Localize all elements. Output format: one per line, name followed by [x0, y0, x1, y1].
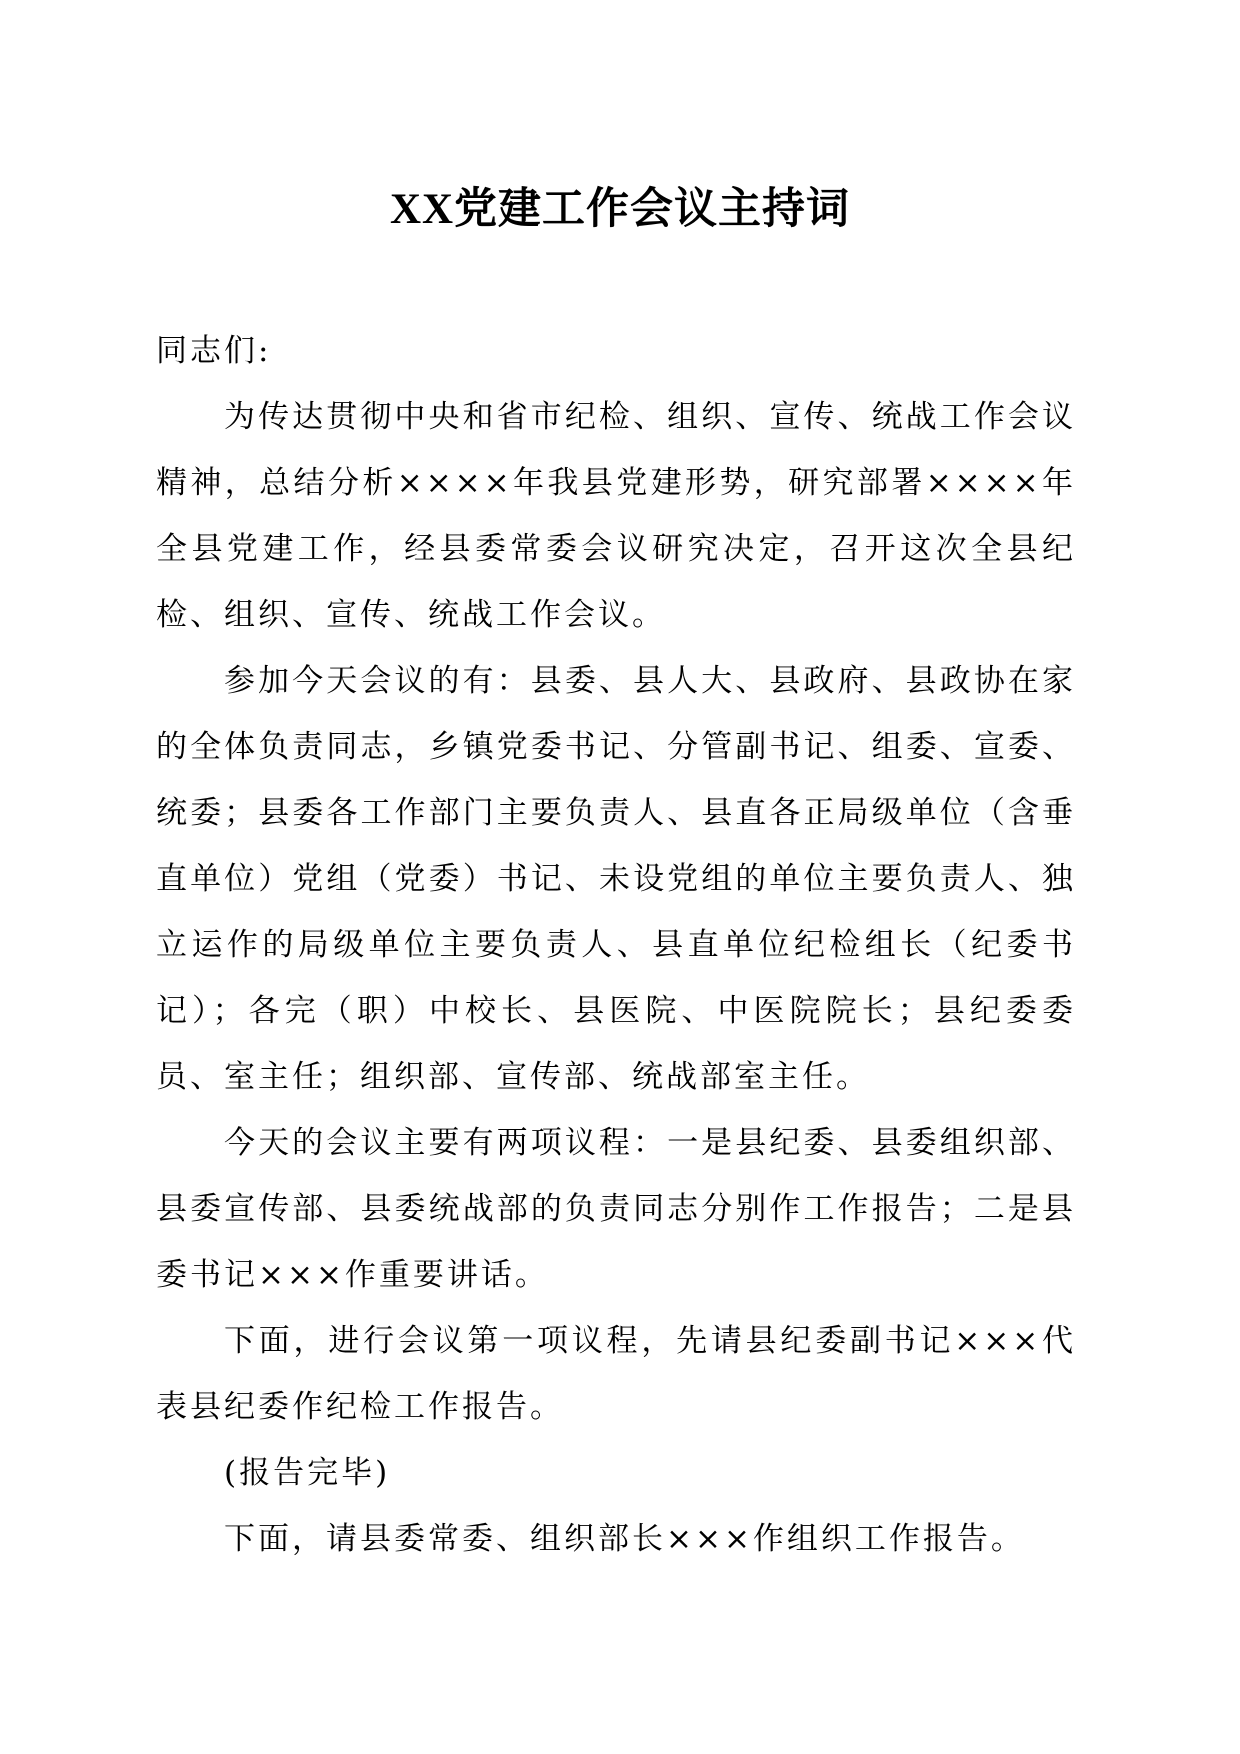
paragraph-agenda: 今天的会议主要有两项议程：一是县纪委、县委组织部、县委宣传部、县委统战部的负责同志分别作工作报告；二是县委书记×××作重要讲话。	[156, 1125, 1076, 1293]
paragraph-first-item: 下面，进行会议第一项议程，先请县纪委副书记×××代表县纪委作纪检工作报告。	[156, 1323, 1076, 1425]
paragraph-purpose: 为传达贯彻中央和省市纪检、组织、宣传、统战工作会议精神，总结分析××××年我县党建形势，研究部署××××年全县党建工作，经县委常委会议研究决定，召开这次全县纪检、组织、宣传、统战工作会议。	[156, 399, 1076, 633]
paragraph-attendees: 参加今天会议的有：县委、县人大、县政府、县政协在家的全体负责同志，乡镇党委书记、分管副书记、组委、宣委、统委；县委各工作部门主要负责人、县直各正局级单位（含垂直单位）党组（党委）书记、未设党组的单位主要负责人、独立运作的局级单位主要负责人、县直单位纪检组长（纪委书记）；各完（职）中校长、县医院、中医院院长；县纪委委员、室主任；组织部、宣传部、统战部室主任。	[156, 663, 1076, 1095]
document-body	[156, 318, 1076, 1572]
paragraph-next-report: 下面，请县委常委、组织部长×××作组织工作报告。	[224, 1521, 1025, 1557]
paragraph-report-finished: (报告完毕)	[224, 1455, 391, 1491]
document-title: XX党建工作会议主持词	[389, 186, 851, 233]
salutation: 同志们:	[156, 333, 272, 369]
